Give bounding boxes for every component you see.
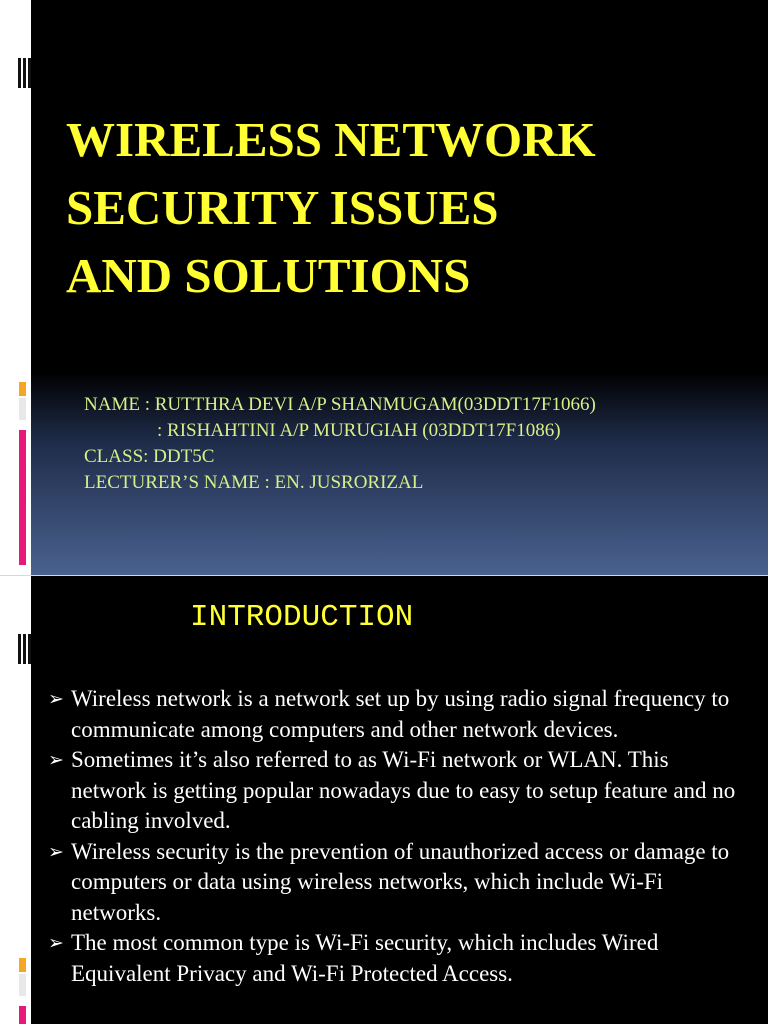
bullet-text: Wireless security is the prevention of unauthorized access or damage to computers or data using wireless networks, which include Wi-Fi networks. <box>71 838 730 925</box>
bullet-text: Wireless network is a network set up by using radio signal frequency to communicate among computers and other network devices. <box>71 686 730 742</box>
list-item <box>48 745 748 837</box>
list-item <box>48 928 748 989</box>
bullet-text: Sometimes it’s also referred to as Wi-Fi network or WLAN. This network is getting popular nowadays due to easy to setup feature and no cabling involved. <box>71 747 736 833</box>
info-line-lecturer: LECTURER’S NAME : EN. JUSRORIZAL <box>84 472 424 493</box>
bullet-list <box>48 684 748 989</box>
left-margin-strip <box>0 0 31 575</box>
presentation-title <box>66 106 596 310</box>
arrow-bullet-icon: ➢ <box>48 840 64 863</box>
arrow-bullet-icon: ➢ <box>48 749 64 771</box>
slide-heading: INTRODUCTION <box>190 600 414 635</box>
title-line: SECURITY ISSUES <box>66 180 499 235</box>
list-item <box>48 837 748 929</box>
info-line-name: NAME : RUTTHRA DEVI A/P SHANMUGAM(03DDT17F1066) <box>84 394 596 415</box>
arrow-bullet-icon: ➢ <box>48 688 64 710</box>
title-line: WIRELESS NETWORK <box>66 112 596 167</box>
bullet-text: The most common type is Wi-Fi security, which includes Wired Equivalent Privacy and Wi-Fi Protected Access. <box>71 930 659 986</box>
author-info <box>84 392 596 496</box>
info-line-name2: : RISHAHTINI A/P MURUGIAH (03DDT17F1086) <box>157 420 561 441</box>
info-line-class: CLASS: DDT5C <box>84 446 215 467</box>
list-item <box>48 684 748 745</box>
title-line: AND SOLUTIONS <box>66 248 471 303</box>
arrow-bullet-icon: ➢ <box>48 932 64 954</box>
left-margin-strip <box>0 576 31 1024</box>
